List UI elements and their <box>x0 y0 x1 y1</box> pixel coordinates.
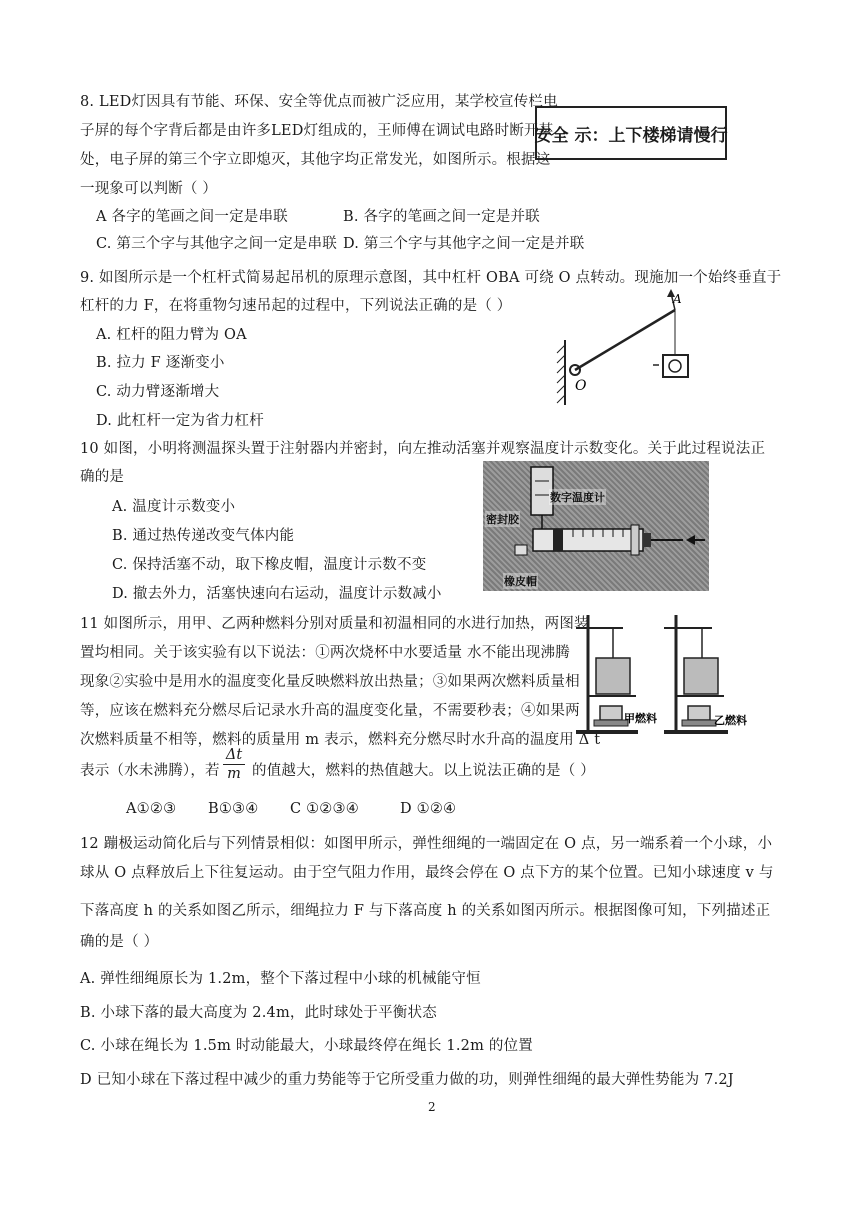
q12-option-b: B. 小球下落的最大高度为 2.4m，此时球处于平衡状态 <box>80 1005 437 1021</box>
q10-option-d: D. 撤去外力，活塞快速向右运动，温度计示数减小 <box>112 586 442 602</box>
q9-label-a: A <box>673 292 682 306</box>
q11-stem-line-5: 次燃料质量不相等，燃料的质量用 m 表示，燃料充分燃尽时水升高的温度用 Δ t <box>80 732 601 748</box>
q8-stem-line-2: 子屏的每个字背后都是由许多LED灯组成的，王师傅在调试电路时断开某 <box>80 123 554 139</box>
q8-stem-line-1: 8. LED灯因具有节能、环保、安全等优点而被广泛应用，某学校宣传栏电 <box>80 94 558 110</box>
q10-syringe-photo <box>483 461 709 591</box>
q8-option-d: D. 第三个字与其他字之间一定是并联 <box>343 236 585 252</box>
q11-fraction-denominator: m <box>227 766 241 782</box>
q12-option-c: C. 小球在绳长为 1.5m 时动能最大，小球最终停在绳长 1.2m 的位置 <box>80 1038 533 1054</box>
q12-option-d: D 已知小球在下落过程中减少的重力势能等于它所受重力做的功，则弹性细绳的最大弹性势能为 7.2J <box>80 1072 734 1088</box>
q10-label-thermometer: 数字温度计 <box>550 491 605 504</box>
q10-label-cap: 橡皮帽 <box>504 575 537 588</box>
q10-stem-line-2: 确的是 <box>80 469 125 485</box>
q11-stem-line-3: 现象②实验中是用水的温度变化量反映燃料放出热量；③如果两次燃料质量相 <box>80 674 580 690</box>
q10-option-b: B. 通过热传递改变气体内能 <box>112 528 295 544</box>
q9-label-o: O <box>575 378 587 394</box>
q9-option-b: B. 拉力 F 逐渐变小 <box>96 355 225 371</box>
q8-screen-figure: 安全 示：上下楼梯请慢行 <box>535 106 727 160</box>
q10-label-seal: 密封胶 <box>486 513 519 526</box>
q11-apparatus-figure <box>568 610 758 740</box>
q8-option-b: B. 各字的笔画之间一定是并联 <box>343 209 540 225</box>
q11-option-d: D ①②④ <box>400 801 457 817</box>
q11-fraction <box>223 746 245 783</box>
q9-lever-figure <box>553 285 713 415</box>
q11-option-a: A①②③ <box>126 801 177 817</box>
q9-option-d: D. 此杠杆一定为省力杠杆 <box>96 413 264 429</box>
q12-stem-line-1: 12 蹦极运动简化后与下列情景相似：如图甲所示，弹性细绳的一端固定在 O 点，另一端系着一个小球，小 <box>80 836 773 852</box>
q8-stem-line-4: 一现象可以判断（ ） <box>80 181 218 197</box>
q10-option-c: C. 保持活塞不动，取下橡皮帽，温度计示数不变 <box>112 557 427 573</box>
q9-stem-line-2: 杠杆的力 F，在将重物匀速吊起的过程中，下列说法正确的是（ ） <box>80 298 512 314</box>
q11-option-c: C ①②③④ <box>290 801 359 817</box>
q8-stem-line-3: 处，电子屏的第三个字立即熄灭，其他字均正常发光，如图所示。根据这 <box>80 152 551 168</box>
q9-option-a: A. 杠杆的阻力臂为 OA <box>96 327 247 343</box>
q11-stem-line-2: 置均相同。关于该实验有以下说法：①两次烧杯中水要适量 水不能出现沸腾 <box>80 645 570 661</box>
q11-label-yi: 乙燃料 <box>714 714 747 727</box>
q11-stem-line-1: 11 如图所示，用甲、乙两种燃料分别对质量和初温相同的水进行加热，两图装 <box>80 616 589 632</box>
q12-stem-line-4: 确的是（ ） <box>80 934 159 950</box>
q11-label-jia: 甲燃料 <box>624 712 657 725</box>
q9-option-c: C. 动力臂逐渐增大 <box>96 384 220 400</box>
q12-option-a: A. 弹性细绳原长为 1.2m，整个下落过程中小球的机械能守恒 <box>80 971 481 987</box>
page-number: 2 <box>428 1100 436 1114</box>
q8-option-c: C. 第三个字与其他字之间一定是串联 <box>96 236 337 252</box>
q12-stem-line-3: 下落高度 h 的关系如图乙所示，细绳拉力 F 与下落高度 h 的关系如图丙所示。根据图像可知，下列描述正 <box>80 903 771 919</box>
q12-stem-line-2: 球从 O 点释放后上下往复运动。由于空气阻力作用，最终会停在 O 点下方的某个位置。已知小球速度 v 与 <box>80 865 774 881</box>
q11-stem-line-6-pre: 表示（水未沸腾），若 <box>80 763 220 779</box>
q10-stem-line-1: 10 如图，小明将测温探头置于注射器内并密封，向左推动活塞并观察温度计示数变化。关于此过程说法正 <box>80 441 766 457</box>
q11-option-b: B①③④ <box>208 801 259 817</box>
q11-fraction-numerator: Δt <box>225 747 243 763</box>
q11-stem-line-4: 等，应该在燃料充分燃尽后记录水升高的温度变化量，不需要秒表；④如果两 <box>80 703 580 719</box>
q9-stem-line-1: 9. 如图所示是一个杠杆式简易起吊机的原理示意图，其中杠杆 OBA 可绕 O 点转动。现施加一个始终垂直于 <box>80 270 782 286</box>
q10-option-a: A. 温度计示数变小 <box>112 499 236 515</box>
q8-option-a: A 各字的笔画之间一定是串联 <box>96 209 288 225</box>
q11-stem-line-6-post: 的值越大，燃料的热值越大。以上说法正确的是（ ） <box>252 763 595 779</box>
